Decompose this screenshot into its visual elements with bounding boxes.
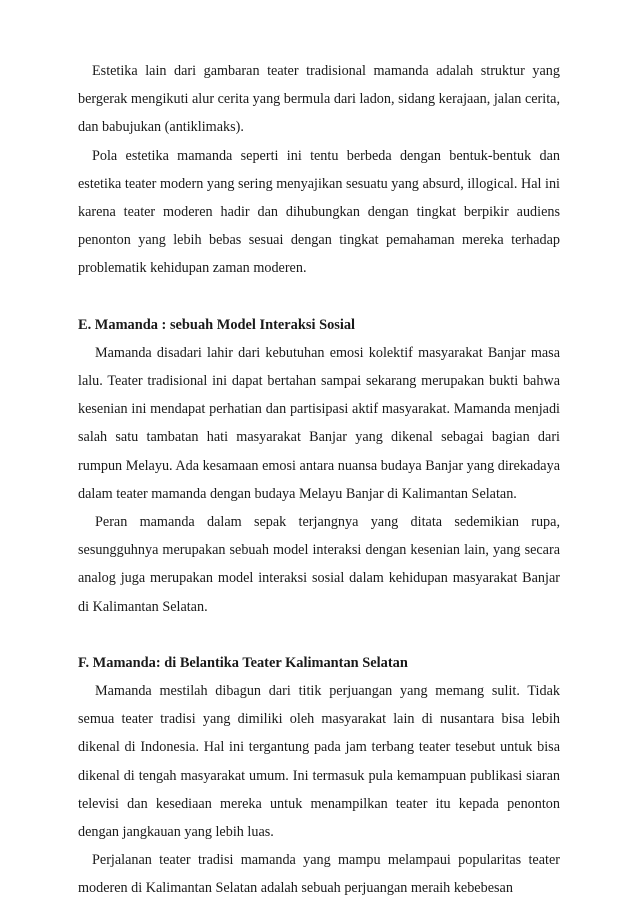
document-page [78, 57, 560, 903]
paragraph-aesthetic-structure: Estetika lain dari gambaran teater tradisional mamanda adalah struktur yang bergerak mengikuti alur cerita yang bermula dari ladon, sidang kerajaan, jalan cerita, dan babujukan (antiklimaks). [78, 63, 560, 136]
section-spacer [78, 283, 560, 311]
paragraph-struggle-recognition: Mamanda mestilah dibagun dari titik perjuangan yang memang sulit. Tidak semua teater tradisi yang dimiliki oleh masyarakat lain di nusantara bisa lebih dikenal di Indonesia. Hal ini tergantung pada jam terbang teater tesebut untuk bisa dikenal di tengah masyarakat umum. Ini termasuk pula kemampuan publikasi siaran televisi dan kesediaan mereka untuk menampilkan teater itu kepada penonton dengan jangkauan yang lebih luas. [78, 683, 560, 841]
paragraph-collective-emotion: Mamanda disadari lahir dari kebutuhan emosi kolektif masyarakat Banjar masa lalu. Teater tradisional ini dapat bertahan sampai sekarang merupakan bukti bahwa kesenian ini mendapat perhatian dan partisipasi aktif masyarakat. Mamanda menjadi salah satu tambatan hati masyarakat Banjar yang dikenal sebagai bagian dari rumpun Melayu. Ada kesamaan emosi antara nuansa budaya Banjar yang direkadaya dalam teater mamanda dengan budaya Melayu Banjar di Kalimantan Selatan. [78, 344, 560, 502]
paragraph-social-interaction-model: Peran mamanda dalam sepak terjangnya yang ditata sedemikian rupa, sesungguhnya merupakan sebuah model interaksi dengan kesenian lain, yang secara analog juga merupakan model interaksi sosial dalam kehidupan masyarakat Banjar di Kalimantan Selatan. [78, 514, 560, 615]
paragraph-popularity-journey: Perjalanan teater tradisi mamanda yang mampu melampaui popularitas teater moderen di Kalimantan Selatan adalah sebuah perjuangan meraih kebebesan [78, 852, 560, 897]
section-heading-e: E. Mamanda : sebuah Model Interaksi Sosial [78, 316, 356, 333]
section-heading-f: F. Mamanda: di Belantika Teater Kalimantan Selatan [78, 654, 408, 671]
section-spacer [78, 621, 560, 649]
paragraph-modern-theater-contrast: Pola estetika mamanda seperti ini tentu berbeda dengan bentuk-bentuk dan estetika teater modern yang sering menyajikan sesuatu yang absurd, illogical. Hal ini karena teater moderen hadir dan dihubungkan dengan tingkat berpikir audiens penonton yang lebih bebas sesuai dengan tingkat pemahaman mereka terhadap problematik kehidupan zaman moderen. [78, 147, 560, 277]
